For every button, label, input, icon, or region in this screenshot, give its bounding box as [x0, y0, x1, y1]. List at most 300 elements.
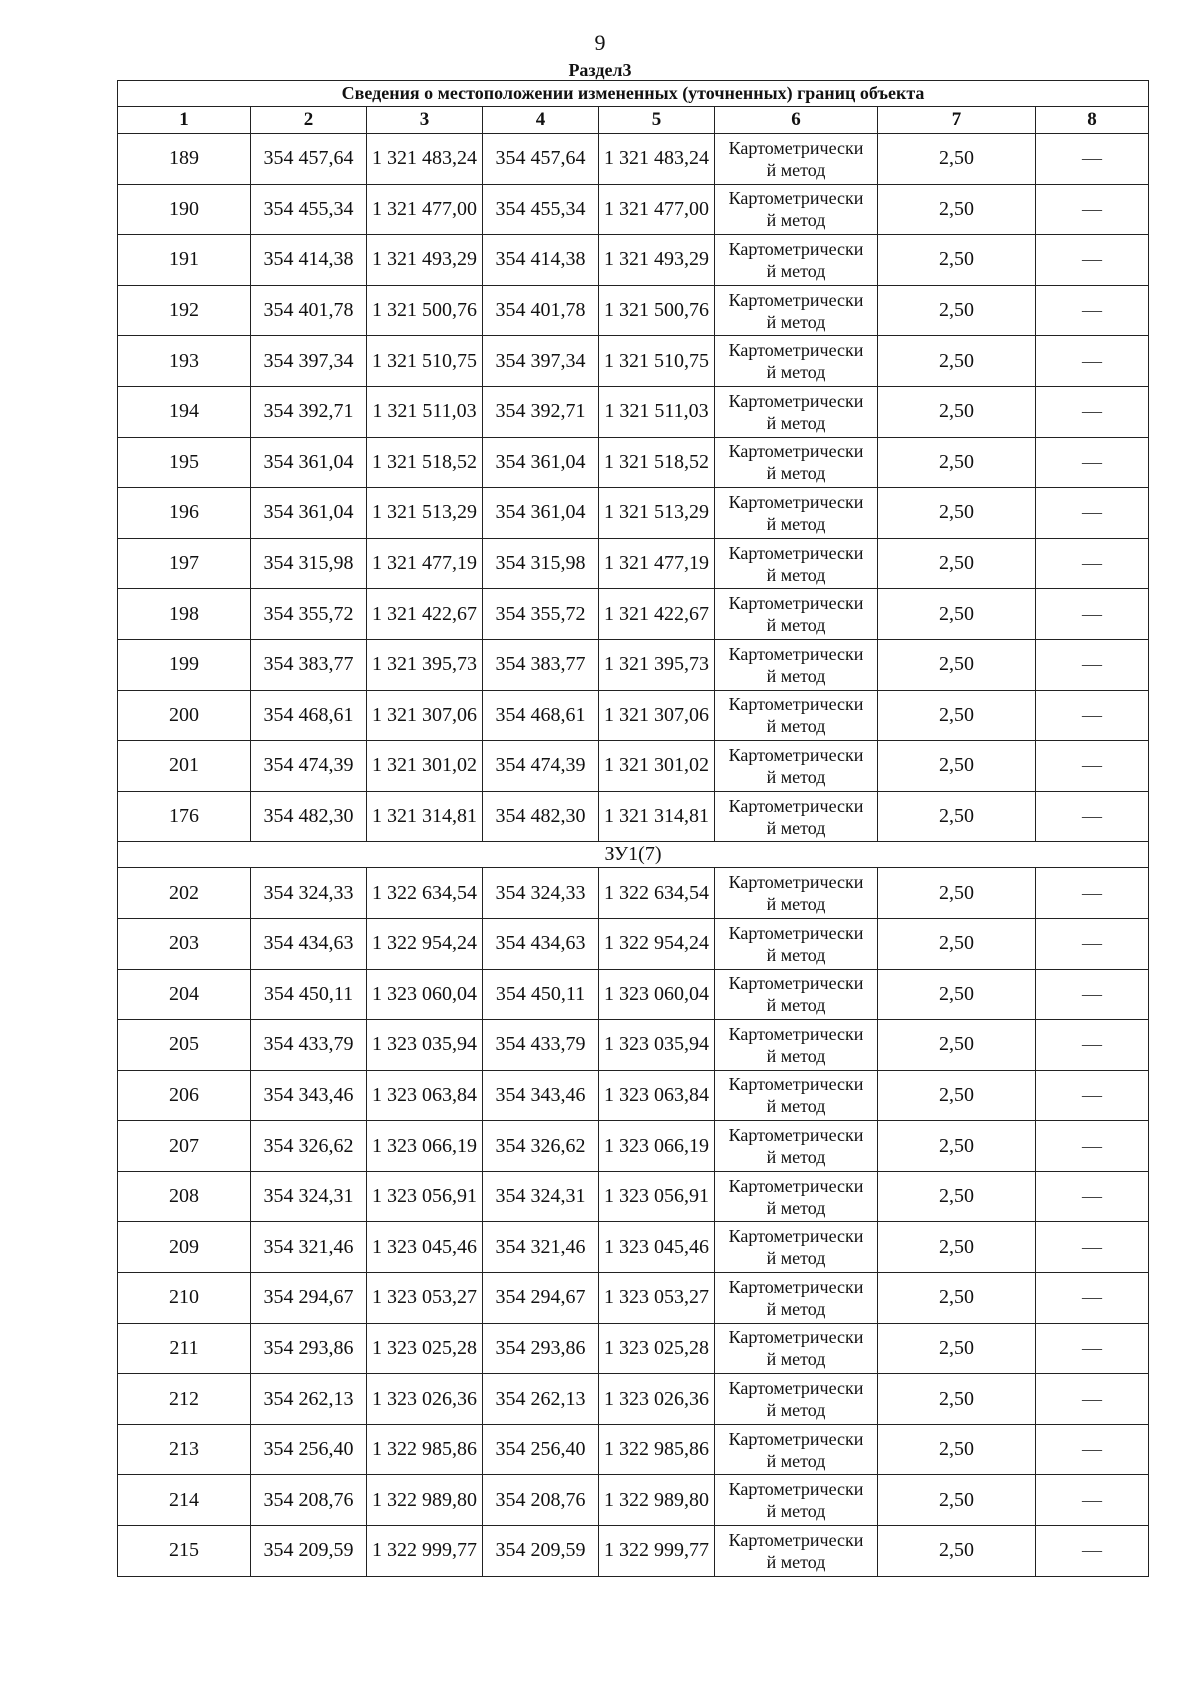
x-existing-cell: 354 326,62 [251, 1121, 367, 1172]
x-new-cell: 354 209,59 [483, 1526, 599, 1577]
x-new-cell: 354 361,04 [483, 488, 599, 539]
method-line2: й метод [766, 412, 826, 433]
table-row [118, 1020, 1149, 1071]
y-new-cell: 1 321 518,52 [599, 437, 715, 488]
y-new-cell: 1 321 307,06 [599, 690, 715, 741]
note-cell: — [1036, 791, 1149, 842]
table-row [118, 1424, 1149, 1475]
y-existing-cell: 1 323 066,19 [367, 1121, 483, 1172]
method-line2: й метод [766, 894, 826, 915]
table-row [118, 336, 1149, 387]
y-new-cell: 1 322 985,86 [599, 1424, 715, 1475]
table-row [118, 969, 1149, 1020]
method-line1: Картометрически [728, 694, 864, 715]
point-number-cell: 206 [118, 1070, 251, 1121]
table-row [118, 1273, 1149, 1324]
page-number: 9 [594, 30, 606, 55]
y-existing-cell: 1 323 026,36 [367, 1374, 483, 1425]
method-cell [715, 868, 878, 919]
method-cell [715, 1273, 878, 1324]
accuracy-cell: 2,50 [878, 1273, 1036, 1324]
point-number-cell: 199 [118, 639, 251, 690]
method-line2: й метод [766, 1147, 826, 1168]
note-cell: — [1036, 969, 1149, 1020]
point-number-cell: 211 [118, 1323, 251, 1374]
method-line1: Картометрически [728, 137, 864, 158]
column-number: 5 [599, 107, 715, 134]
table-row [118, 1222, 1149, 1273]
accuracy-cell: 2,50 [878, 488, 1036, 539]
accuracy-cell: 2,50 [878, 1121, 1036, 1172]
x-existing-cell: 354 208,76 [251, 1475, 367, 1526]
y-existing-cell: 1 322 999,77 [367, 1526, 483, 1577]
y-new-cell: 1 321 511,03 [599, 386, 715, 437]
table-row [118, 386, 1149, 437]
table-row [118, 868, 1149, 919]
y-existing-cell: 1 321 510,75 [367, 336, 483, 387]
y-existing-cell: 1 322 954,24 [367, 918, 483, 969]
method-cell [715, 1323, 878, 1374]
note-cell: — [1036, 184, 1149, 235]
method-line2: й метод [766, 615, 826, 636]
x-new-cell: 354 256,40 [483, 1424, 599, 1475]
y-existing-cell: 1 322 985,86 [367, 1424, 483, 1475]
method-line1: Картометрически [728, 1175, 864, 1196]
group-label-row [118, 842, 1149, 868]
x-existing-cell: 354 355,72 [251, 589, 367, 640]
method-line1: Картометрически [728, 643, 864, 664]
method-cell [715, 285, 878, 336]
table-row [118, 639, 1149, 690]
method-line1: Картометрически [728, 795, 864, 816]
method-line2: й метод [766, 1298, 826, 1319]
note-cell: — [1036, 336, 1149, 387]
method-line1: Картометрически [728, 390, 864, 411]
accuracy-cell: 2,50 [878, 1374, 1036, 1425]
y-new-cell: 1 321 493,29 [599, 235, 715, 286]
x-existing-cell: 354 433,79 [251, 1020, 367, 1071]
note-cell: — [1036, 918, 1149, 969]
method-line2: й метод [766, 1197, 826, 1218]
y-existing-cell: 1 321 513,29 [367, 488, 483, 539]
table-row [118, 690, 1149, 741]
y-existing-cell: 1 323 045,46 [367, 1222, 483, 1273]
x-new-cell: 354 383,77 [483, 639, 599, 690]
note-cell: — [1036, 741, 1149, 792]
point-number-cell: 191 [118, 235, 251, 286]
y-new-cell: 1 323 056,91 [599, 1171, 715, 1222]
column-number: 3 [367, 107, 483, 134]
method-line2: й метод [766, 995, 826, 1016]
accuracy-cell: 2,50 [878, 690, 1036, 741]
note-cell: — [1036, 488, 1149, 539]
note-cell: — [1036, 437, 1149, 488]
method-line1: Картометрически [728, 1327, 864, 1348]
y-new-cell: 1 323 066,19 [599, 1121, 715, 1172]
method-cell [715, 791, 878, 842]
note-cell: — [1036, 1475, 1149, 1526]
point-number-cell: 198 [118, 589, 251, 640]
note-cell: — [1036, 639, 1149, 690]
x-existing-cell: 354 455,34 [251, 184, 367, 235]
note-cell: — [1036, 235, 1149, 286]
method-line2: й метод [766, 463, 826, 484]
table-row [118, 791, 1149, 842]
method-cell [715, 1222, 878, 1273]
point-number-cell: 201 [118, 741, 251, 792]
x-new-cell: 354 343,46 [483, 1070, 599, 1121]
table-row [118, 285, 1149, 336]
method-line1: Картометрически [728, 289, 864, 310]
y-existing-cell: 1 323 053,27 [367, 1273, 483, 1324]
point-number-cell: 193 [118, 336, 251, 387]
note-cell: — [1036, 1222, 1149, 1273]
method-cell [715, 1070, 878, 1121]
note-cell: — [1036, 285, 1149, 336]
method-cell [715, 1475, 878, 1526]
accuracy-cell: 2,50 [878, 589, 1036, 640]
x-new-cell: 354 321,46 [483, 1222, 599, 1273]
y-new-cell: 1 323 060,04 [599, 969, 715, 1020]
method-line2: й метод [766, 210, 826, 231]
method-line1: Картометрически [728, 1023, 864, 1044]
method-line1: Картометрически [728, 188, 864, 209]
point-number-cell: 192 [118, 285, 251, 336]
accuracy-cell: 2,50 [878, 1424, 1036, 1475]
method-cell [715, 589, 878, 640]
note-cell: — [1036, 538, 1149, 589]
point-number-cell: 194 [118, 386, 251, 437]
method-cell [715, 969, 878, 1020]
y-new-cell: 1 323 045,46 [599, 1222, 715, 1273]
table-row [118, 1323, 1149, 1374]
x-existing-cell: 354 392,71 [251, 386, 367, 437]
point-number-cell: 213 [118, 1424, 251, 1475]
note-cell: — [1036, 134, 1149, 185]
column-number: 4 [483, 107, 599, 134]
y-existing-cell: 1 321 307,06 [367, 690, 483, 741]
column-number: 7 [878, 107, 1036, 134]
y-new-cell: 1 323 035,94 [599, 1020, 715, 1071]
x-new-cell: 354 474,39 [483, 741, 599, 792]
accuracy-cell: 2,50 [878, 437, 1036, 488]
accuracy-cell: 2,50 [878, 918, 1036, 969]
table-row [118, 1171, 1149, 1222]
x-new-cell: 354 414,38 [483, 235, 599, 286]
point-number-cell: 176 [118, 791, 251, 842]
y-new-cell: 1 323 053,27 [599, 1273, 715, 1324]
table-row [118, 741, 1149, 792]
accuracy-cell: 2,50 [878, 538, 1036, 589]
method-line2: й метод [766, 564, 826, 585]
method-cell [715, 639, 878, 690]
table-row [118, 1070, 1149, 1121]
x-existing-cell: 354 397,34 [251, 336, 367, 387]
y-existing-cell: 1 321 500,76 [367, 285, 483, 336]
table-row [118, 1121, 1149, 1172]
method-line1: Картометрически [728, 542, 864, 563]
accuracy-cell: 2,50 [878, 1222, 1036, 1273]
group-label: ЗУ1(7) [118, 842, 1149, 868]
accuracy-cell: 2,50 [878, 1020, 1036, 1071]
method-cell [715, 386, 878, 437]
method-line1: Картометрически [728, 441, 864, 462]
accuracy-cell: 2,50 [878, 639, 1036, 690]
y-new-cell: 1 321 422,67 [599, 589, 715, 640]
table-row [118, 488, 1149, 539]
note-cell: — [1036, 1273, 1149, 1324]
method-line2: й метод [766, 260, 826, 281]
accuracy-cell: 2,50 [878, 235, 1036, 286]
table-body-group-label [118, 842, 1149, 868]
method-line2: й метод [766, 311, 826, 332]
x-existing-cell: 354 293,86 [251, 1323, 367, 1374]
x-new-cell: 354 355,72 [483, 589, 599, 640]
y-new-cell: 1 322 954,24 [599, 918, 715, 969]
method-line2: й метод [766, 766, 826, 787]
note-cell: — [1036, 1526, 1149, 1577]
method-line1: Картометрически [728, 1378, 864, 1399]
table-body-group1 [118, 134, 1149, 842]
x-existing-cell: 354 321,46 [251, 1222, 367, 1273]
method-line1: Картометрически [728, 744, 864, 765]
point-number-cell: 200 [118, 690, 251, 741]
table-row [118, 184, 1149, 235]
column-number: 1 [118, 107, 251, 134]
y-existing-cell: 1 321 422,67 [367, 589, 483, 640]
accuracy-cell: 2,50 [878, 134, 1036, 185]
table-row [118, 1526, 1149, 1577]
method-line1: Картометрически [728, 340, 864, 361]
method-line2: й метод [766, 716, 826, 737]
y-existing-cell: 1 321 477,19 [367, 538, 483, 589]
method-cell [715, 1121, 878, 1172]
y-new-cell: 1 321 483,24 [599, 134, 715, 185]
y-new-cell: 1 322 989,80 [599, 1475, 715, 1526]
method-cell [715, 690, 878, 741]
method-line2: й метод [766, 513, 826, 534]
method-cell [715, 437, 878, 488]
note-cell: — [1036, 1374, 1149, 1425]
accuracy-cell: 2,50 [878, 336, 1036, 387]
column-number-row [118, 107, 1149, 134]
table-caption-row [118, 81, 1149, 107]
point-number-cell: 207 [118, 1121, 251, 1172]
method-line2: й метод [766, 1349, 826, 1370]
table-row [118, 589, 1149, 640]
accuracy-cell: 2,50 [878, 791, 1036, 842]
method-line1: Картометрически [728, 1226, 864, 1247]
x-new-cell: 354 315,98 [483, 538, 599, 589]
table-row [118, 538, 1149, 589]
method-line2: й метод [766, 1501, 826, 1522]
table-row [118, 134, 1149, 185]
method-line1: Картометрически [728, 872, 864, 893]
y-new-cell: 1 323 026,36 [599, 1374, 715, 1425]
point-number-cell: 209 [118, 1222, 251, 1273]
table-row [118, 1374, 1149, 1425]
x-existing-cell: 354 361,04 [251, 437, 367, 488]
y-existing-cell: 1 321 518,52 [367, 437, 483, 488]
method-line1: Картометрически [728, 973, 864, 994]
boundary-table [117, 80, 1149, 1577]
x-new-cell: 354 455,34 [483, 184, 599, 235]
method-cell [715, 918, 878, 969]
y-new-cell: 1 321 477,00 [599, 184, 715, 235]
method-line1: Картометрически [728, 1479, 864, 1500]
note-cell: — [1036, 1323, 1149, 1374]
x-existing-cell: 354 401,78 [251, 285, 367, 336]
y-existing-cell: 1 322 989,80 [367, 1475, 483, 1526]
method-line1: Картометрически [728, 1529, 864, 1550]
y-new-cell: 1 321 395,73 [599, 639, 715, 690]
y-existing-cell: 1 321 314,81 [367, 791, 483, 842]
accuracy-cell: 2,50 [878, 1526, 1036, 1577]
x-new-cell: 354 433,79 [483, 1020, 599, 1071]
point-number-cell: 190 [118, 184, 251, 235]
method-line1: Картометрически [728, 1074, 864, 1095]
point-number-cell: 214 [118, 1475, 251, 1526]
x-new-cell: 354 450,11 [483, 969, 599, 1020]
y-existing-cell: 1 321 395,73 [367, 639, 483, 690]
method-cell [715, 1171, 878, 1222]
method-cell [715, 184, 878, 235]
x-existing-cell: 354 414,38 [251, 235, 367, 286]
method-line2: й метод [766, 1400, 826, 1421]
column-number: 8 [1036, 107, 1149, 134]
accuracy-cell: 2,50 [878, 1323, 1036, 1374]
y-existing-cell: 1 321 483,24 [367, 134, 483, 185]
y-new-cell: 1 322 634,54 [599, 868, 715, 919]
x-existing-cell: 354 482,30 [251, 791, 367, 842]
table-row [118, 235, 1149, 286]
method-line1: Картометрически [728, 238, 864, 259]
x-new-cell: 354 434,63 [483, 918, 599, 969]
point-number-cell: 212 [118, 1374, 251, 1425]
accuracy-cell: 2,50 [878, 1070, 1036, 1121]
x-new-cell: 354 392,71 [483, 386, 599, 437]
method-line1: Картометрически [728, 593, 864, 614]
x-new-cell: 354 293,86 [483, 1323, 599, 1374]
note-cell: — [1036, 386, 1149, 437]
method-line2: й метод [766, 362, 826, 383]
method-line1: Картометрически [728, 1276, 864, 1297]
x-existing-cell: 354 315,98 [251, 538, 367, 589]
method-cell [715, 235, 878, 286]
y-existing-cell: 1 323 060,04 [367, 969, 483, 1020]
x-new-cell: 354 401,78 [483, 285, 599, 336]
x-existing-cell: 354 209,59 [251, 1526, 367, 1577]
x-existing-cell: 354 434,63 [251, 918, 367, 969]
y-new-cell: 1 321 301,02 [599, 741, 715, 792]
note-cell: — [1036, 1020, 1149, 1071]
y-existing-cell: 1 322 634,54 [367, 868, 483, 919]
x-new-cell: 354 294,67 [483, 1273, 599, 1324]
method-cell [715, 1424, 878, 1475]
method-line2: й метод [766, 1450, 826, 1471]
y-new-cell: 1 321 500,76 [599, 285, 715, 336]
table-row [118, 918, 1149, 969]
note-cell: — [1036, 589, 1149, 640]
method-cell [715, 488, 878, 539]
point-number-cell: 195 [118, 437, 251, 488]
method-cell [715, 538, 878, 589]
table-caption: Сведения о местоположении измененных (уточненных) границ объекта [118, 81, 1149, 107]
point-number-cell: 197 [118, 538, 251, 589]
table-row [118, 437, 1149, 488]
table-body-group2 [118, 868, 1149, 1576]
note-cell: — [1036, 1121, 1149, 1172]
note-cell: — [1036, 1070, 1149, 1121]
method-line2: й метод [766, 1096, 826, 1117]
x-new-cell: 354 326,62 [483, 1121, 599, 1172]
method-line2: й метод [766, 817, 826, 838]
point-number-cell: 202 [118, 868, 251, 919]
method-cell [715, 1526, 878, 1577]
accuracy-cell: 2,50 [878, 1171, 1036, 1222]
column-number: 6 [715, 107, 878, 134]
x-existing-cell: 354 457,64 [251, 134, 367, 185]
method-line2: й метод [766, 944, 826, 965]
method-line2: й метод [766, 1248, 826, 1269]
y-existing-cell: 1 323 035,94 [367, 1020, 483, 1071]
accuracy-cell: 2,50 [878, 969, 1036, 1020]
method-cell [715, 1020, 878, 1071]
method-line2: й метод [766, 665, 826, 686]
column-number: 2 [251, 107, 367, 134]
y-existing-cell: 1 323 063,84 [367, 1070, 483, 1121]
x-existing-cell: 354 383,77 [251, 639, 367, 690]
y-existing-cell: 1 323 056,91 [367, 1171, 483, 1222]
point-number-cell: 189 [118, 134, 251, 185]
y-new-cell: 1 321 513,29 [599, 488, 715, 539]
x-existing-cell: 354 474,39 [251, 741, 367, 792]
x-existing-cell: 354 361,04 [251, 488, 367, 539]
y-new-cell: 1 322 999,77 [599, 1526, 715, 1577]
method-cell [715, 1374, 878, 1425]
accuracy-cell: 2,50 [878, 1475, 1036, 1526]
y-existing-cell: 1 323 025,28 [367, 1323, 483, 1374]
method-line1: Картометрически [728, 922, 864, 943]
method-line2: й метод [766, 1551, 826, 1572]
x-existing-cell: 354 262,13 [251, 1374, 367, 1425]
note-cell: — [1036, 1424, 1149, 1475]
point-number-cell: 203 [118, 918, 251, 969]
note-cell: — [1036, 1171, 1149, 1222]
method-line1: Картометрически [728, 491, 864, 512]
x-existing-cell: 354 468,61 [251, 690, 367, 741]
x-new-cell: 354 208,76 [483, 1475, 599, 1526]
section-title: Раздел3 [568, 60, 632, 80]
method-cell [715, 134, 878, 185]
x-new-cell: 354 482,30 [483, 791, 599, 842]
x-existing-cell: 354 324,31 [251, 1171, 367, 1222]
table-row [118, 1475, 1149, 1526]
method-line2: й метод [766, 1045, 826, 1066]
x-new-cell: 354 324,31 [483, 1171, 599, 1222]
accuracy-cell: 2,50 [878, 868, 1036, 919]
x-existing-cell: 354 324,33 [251, 868, 367, 919]
y-existing-cell: 1 321 511,03 [367, 386, 483, 437]
x-new-cell: 354 262,13 [483, 1374, 599, 1425]
point-number-cell: 204 [118, 969, 251, 1020]
y-existing-cell: 1 321 301,02 [367, 741, 483, 792]
y-existing-cell: 1 321 477,00 [367, 184, 483, 235]
x-existing-cell: 354 294,67 [251, 1273, 367, 1324]
x-new-cell: 354 397,34 [483, 336, 599, 387]
x-existing-cell: 354 450,11 [251, 969, 367, 1020]
x-new-cell: 354 457,64 [483, 134, 599, 185]
